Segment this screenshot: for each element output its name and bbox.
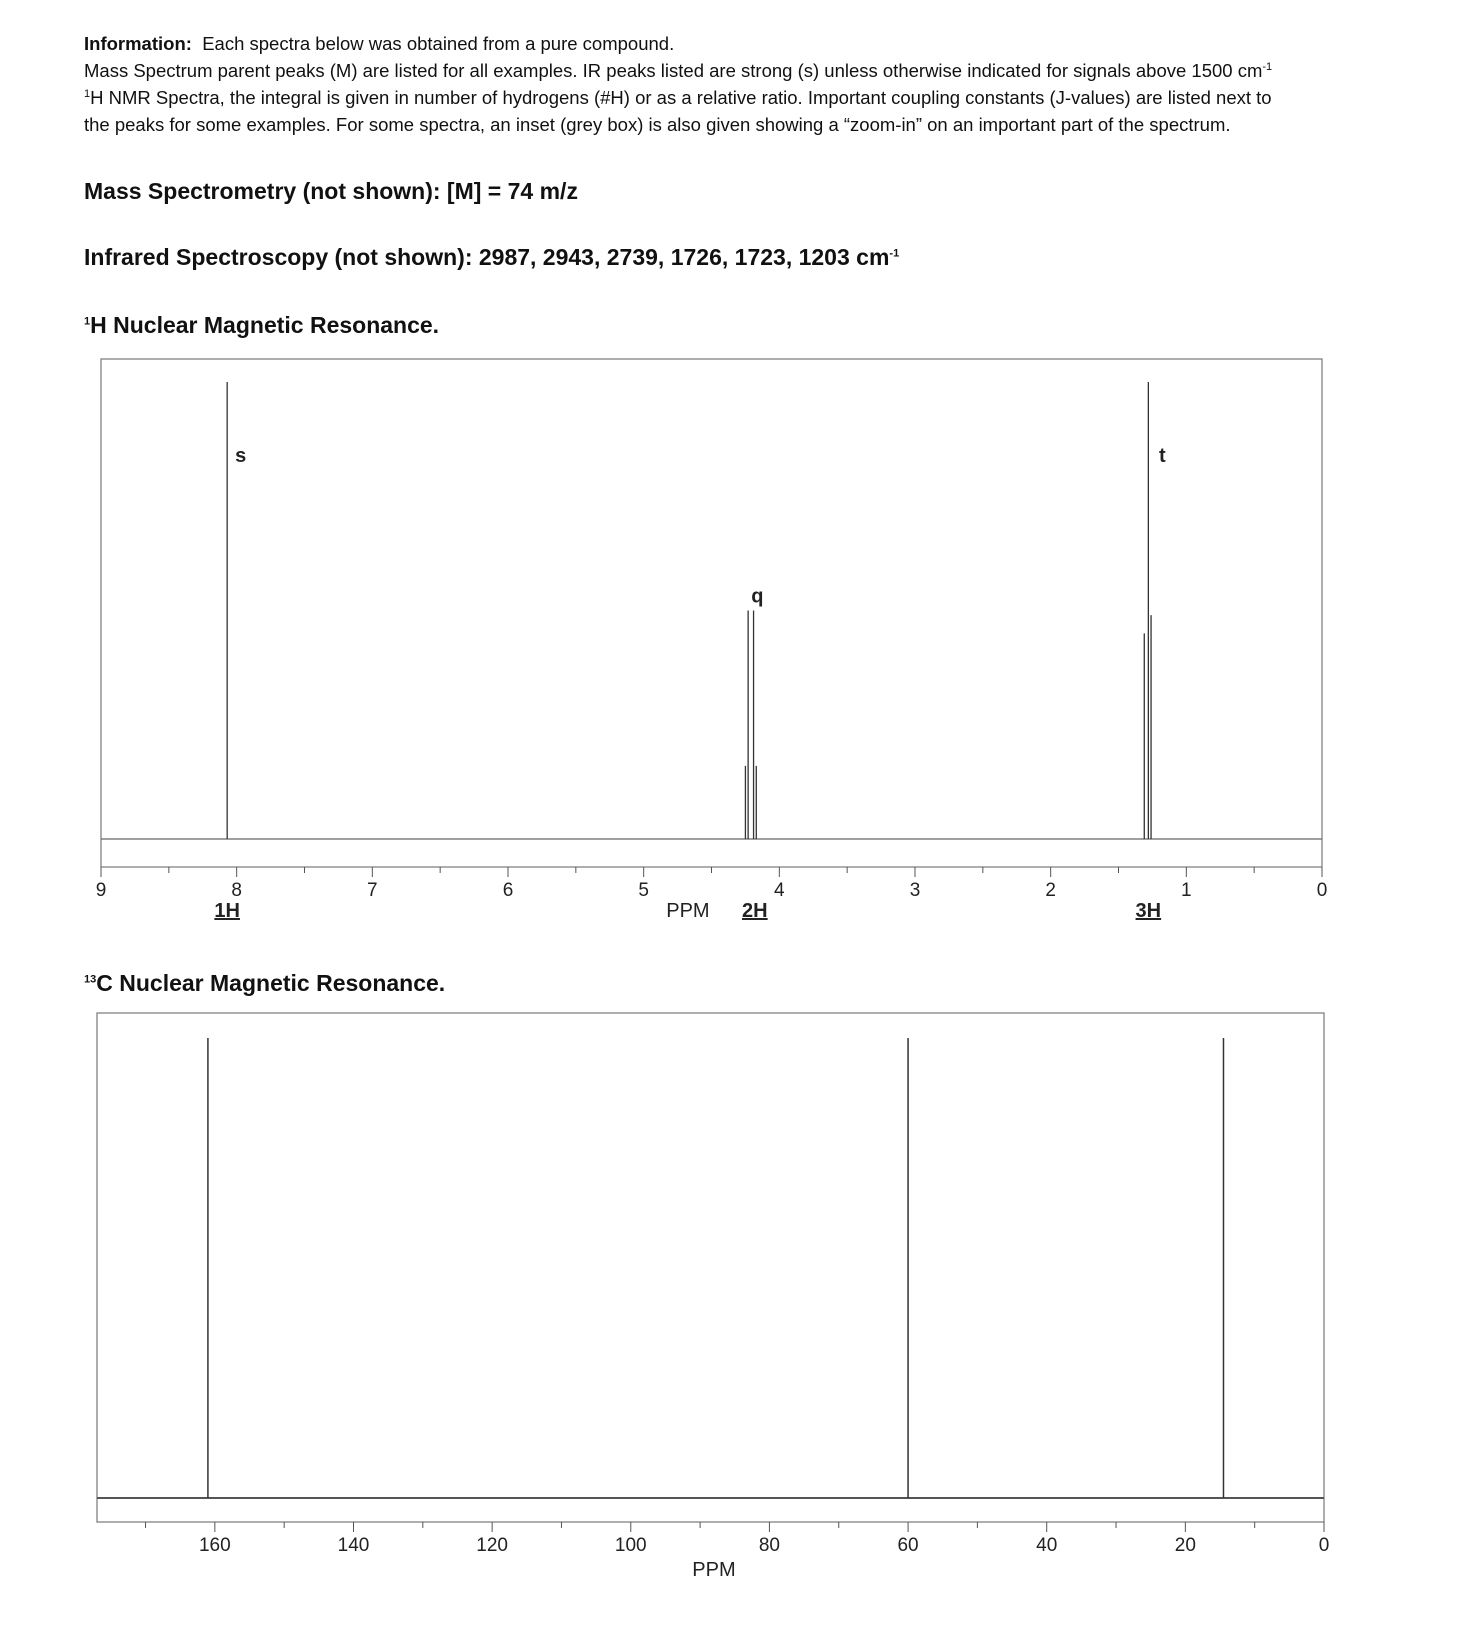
info-line-2: Mass Spectrum parent peaks (M) are listed for all examples. IR peaks listed are strong (s) unless otherwise indicated for signals above 1500 $cm^{-1}$ — [84, 60, 1273, 81]
c13-nmr-title: $^{13}$C Nuclear Magnetic Resonance. — [84, 970, 446, 996]
h1-tick-label: 0 — [1316, 880, 1328, 901]
h1-tick-label: 7 — [367, 880, 378, 901]
c13-x-axis-label: PPM — [692, 1559, 736, 1581]
h1-integral-label: 3H — [1135, 900, 1162, 922]
c13-tick-label: 160 — [198, 1535, 231, 1556]
h1-nmr-title: $^1$H Nuclear Magnetic Resonance. — [84, 312, 440, 338]
c13-tick-label: 40 — [1036, 1535, 1058, 1556]
info-line-3: $^1$H NMR Spectra, the integral is given in number of hydrogens (#H) or as a relative ratio. Important coupling constants (J-values) are listed next to — [84, 87, 1272, 108]
h1-tick-label: 2 — [1045, 880, 1056, 901]
h1-plot-frame — [101, 359, 1322, 867]
c13-tick-label: 120 — [476, 1535, 508, 1556]
h1-tick-label: 9 — [95, 880, 107, 901]
ir-heading: Infrared Spectroscopy (not shown): 2987, 2943, 2739, 1726, 1723, 1203 $cm^{-1}$ — [84, 244, 900, 270]
c13-tick-label: 140 — [337, 1535, 370, 1556]
c13-tick-label: 0 — [1318, 1535, 1330, 1556]
info-line-1: Information: Each spectra below was obtained from a pure compound. — [84, 33, 675, 54]
h1-tick-label: 5 — [638, 880, 649, 901]
h1-x-axis-label: PPM — [666, 900, 710, 922]
h1-tick-label: 3 — [909, 880, 921, 901]
h1-tick-label: 4 — [774, 880, 785, 901]
c13-tick-label: 20 — [1174, 1535, 1196, 1556]
c13-tick-label: 80 — [758, 1535, 780, 1556]
mass-spec-heading: Mass Spectrometry (not shown): [M] = 74 m/z — [84, 178, 578, 204]
h1-multiplicity-label: s — [235, 445, 247, 467]
h1-multiplicity-label: t — [1159, 445, 1166, 467]
info-line-4: the peaks for some examples. For some spectra, an inset (grey box) is also given showing a “zoom-in” on an important part of the spectrum. — [84, 114, 1231, 135]
c13-tick-label: 100 — [614, 1535, 647, 1556]
c13-plot-frame — [97, 1013, 1324, 1522]
h1-multiplicity-label: q — [751, 585, 764, 608]
c13-tick-label: 60 — [897, 1535, 919, 1556]
info-label: Information: — [84, 33, 192, 54]
h1-tick-label: 8 — [231, 880, 242, 901]
h1-integral-label: 1H — [214, 900, 240, 922]
h1-integral-label: 2H — [742, 900, 768, 922]
h1-tick-label: 1 — [1181, 880, 1192, 901]
h1-tick-label: 6 — [502, 880, 514, 901]
